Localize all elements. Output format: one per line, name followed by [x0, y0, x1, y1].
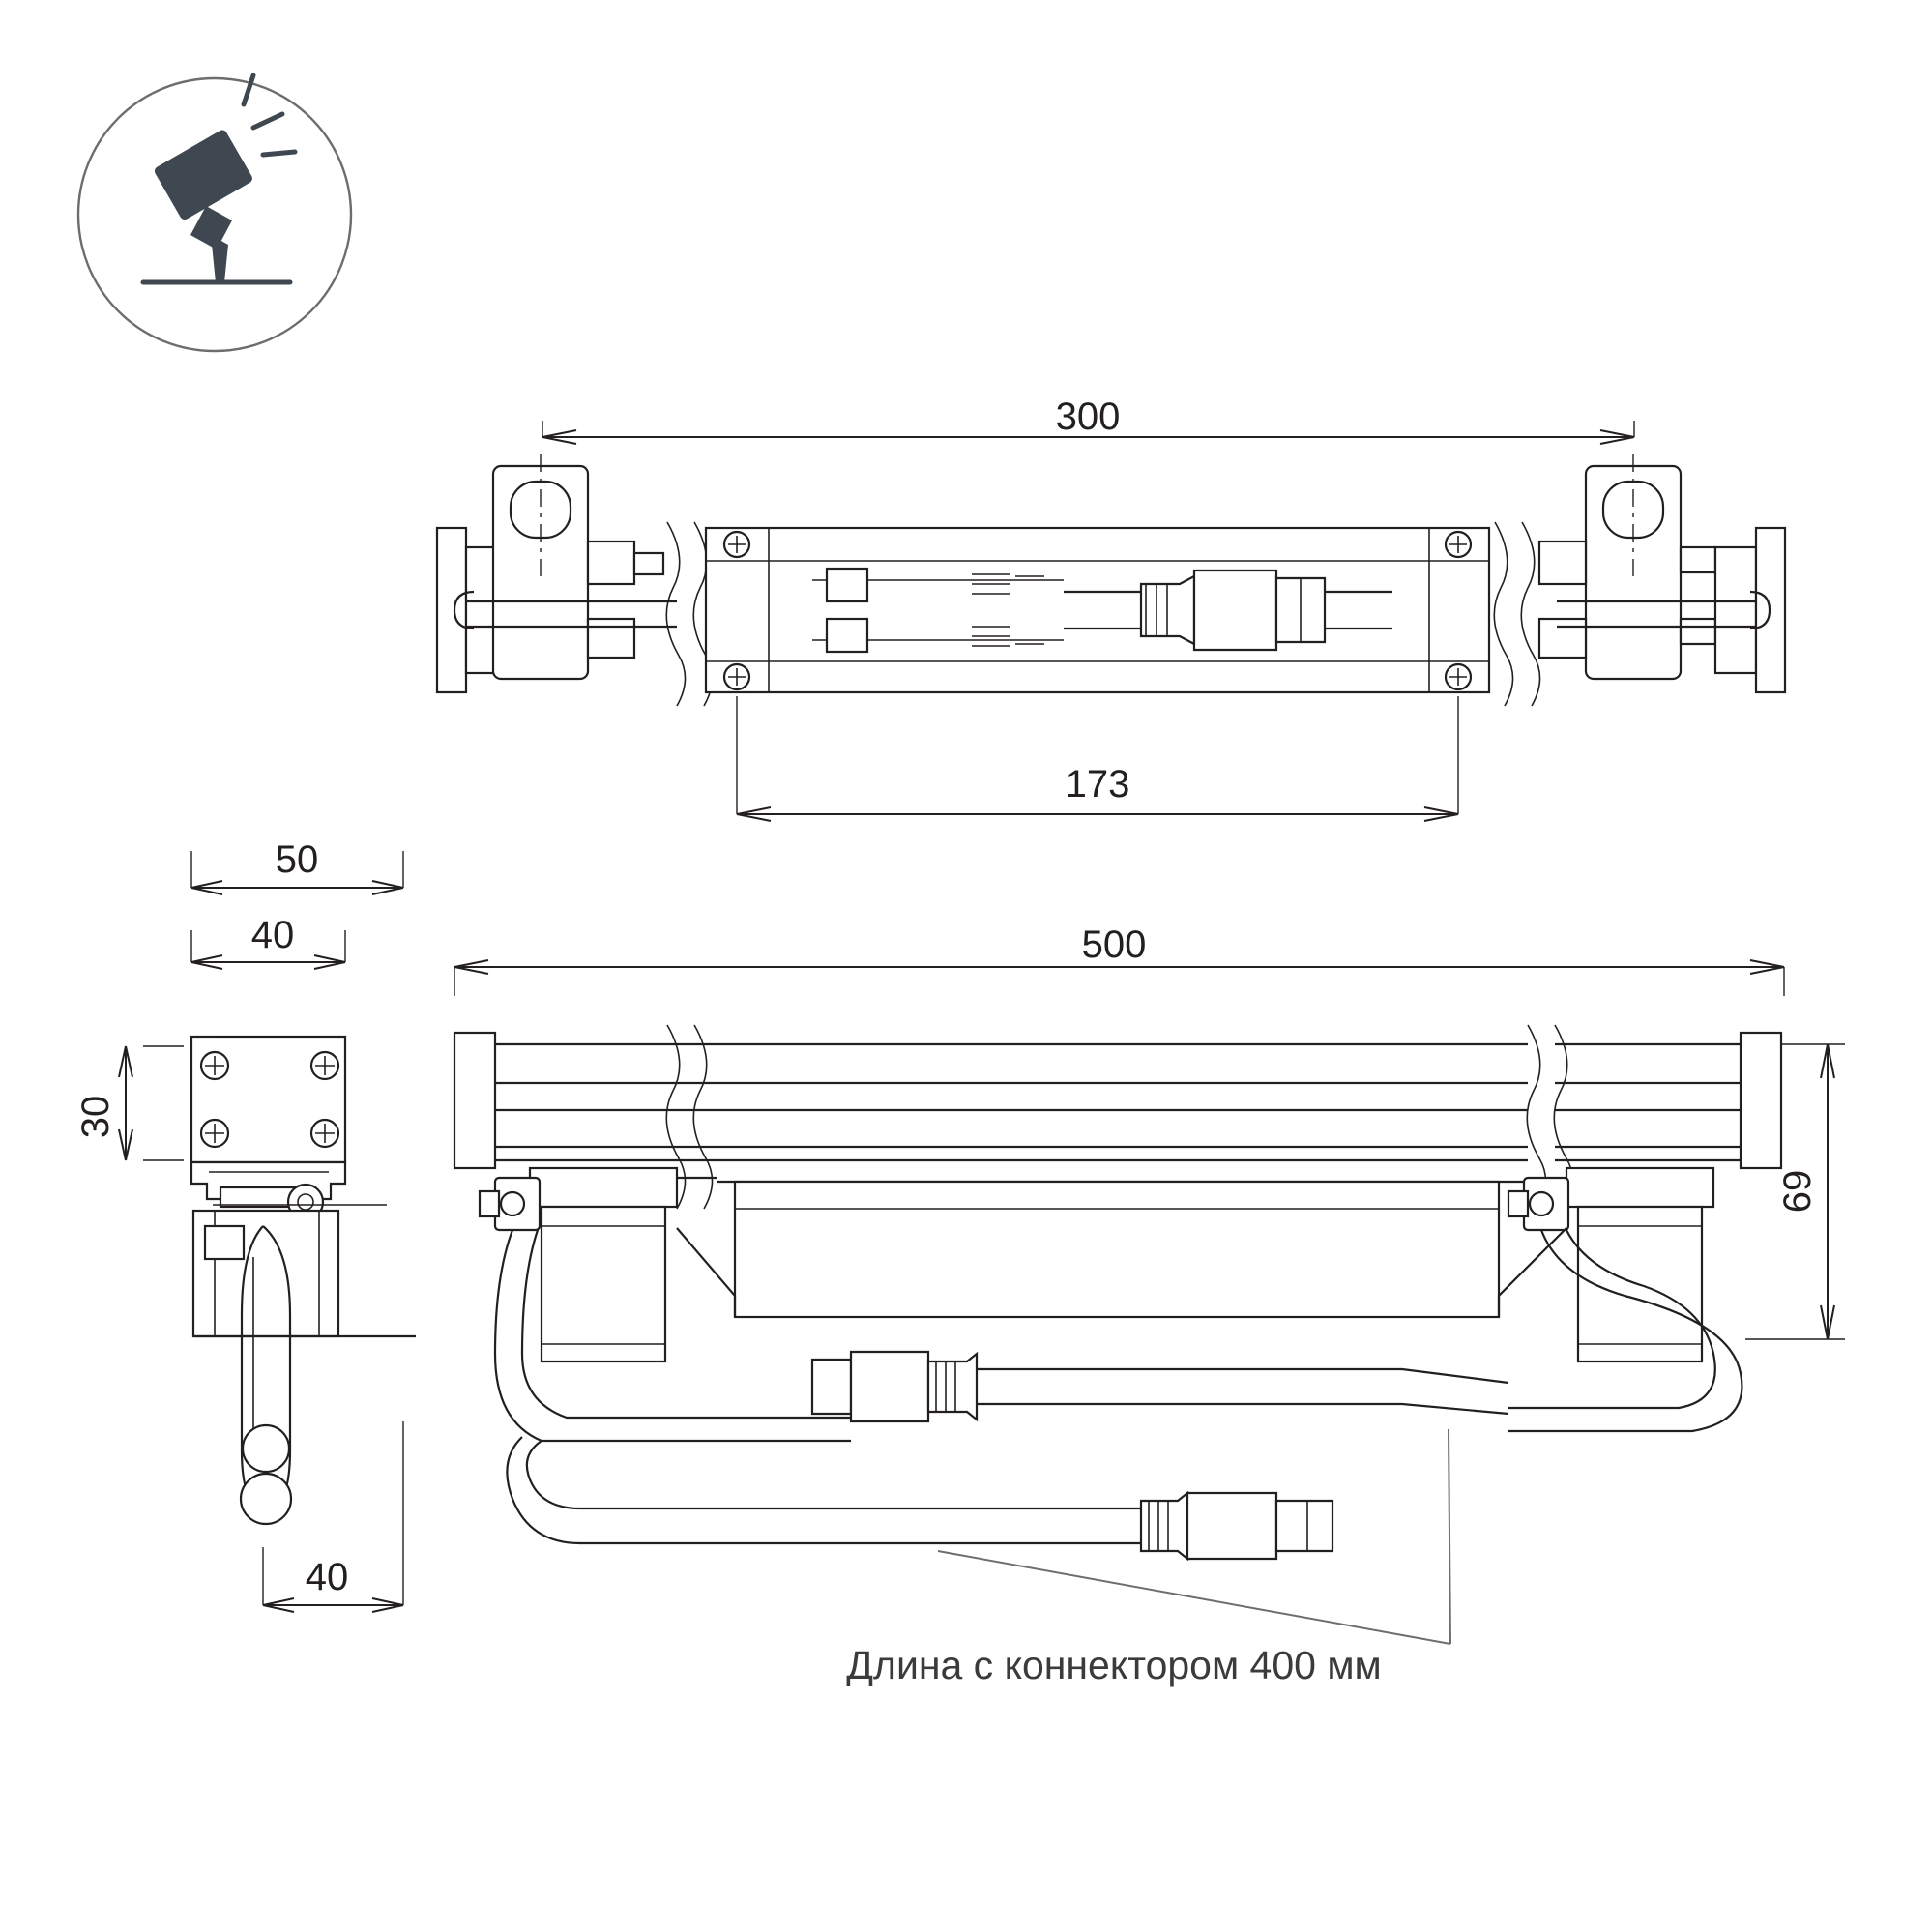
cable-connector-front-lower: [507, 1437, 1332, 1559]
screw-bottom-right: [1446, 664, 1471, 689]
cable-connector-front-upper: [812, 1352, 1508, 1421]
screw-bottom-left: [724, 664, 749, 689]
dimension-40-bottom-label: 40: [305, 1556, 349, 1598]
dimension-300: [542, 395, 1634, 444]
screw-top-right: [1446, 532, 1471, 557]
screw-top-left: [724, 532, 749, 557]
dimension-50: [191, 838, 403, 894]
dimension-500-label: 500: [1081, 923, 1147, 966]
cable-length-note: Длина с коннектором 400 мм: [846, 1643, 1382, 1687]
dimension-40-top: [191, 914, 345, 969]
dimension-500: [454, 923, 1784, 996]
dimension-50-label: 50: [275, 838, 319, 881]
front-view: [454, 923, 1845, 1687]
dimension-173-label: 173: [1065, 763, 1130, 805]
dimension-69-label: 69: [1776, 1169, 1819, 1214]
dimension-173: [737, 696, 1458, 821]
dimension-40-top-label: 40: [250, 914, 295, 956]
mount-bracket-right: [1508, 1168, 1713, 1361]
dimension-30: [74, 1046, 184, 1160]
dimension-300-label: 300: [1055, 395, 1121, 438]
side-view: [74, 838, 416, 1612]
dimension-30-label: 30: [74, 1095, 117, 1139]
ground-spike-spotlight-icon: [78, 75, 351, 351]
top-view: [437, 395, 1785, 821]
